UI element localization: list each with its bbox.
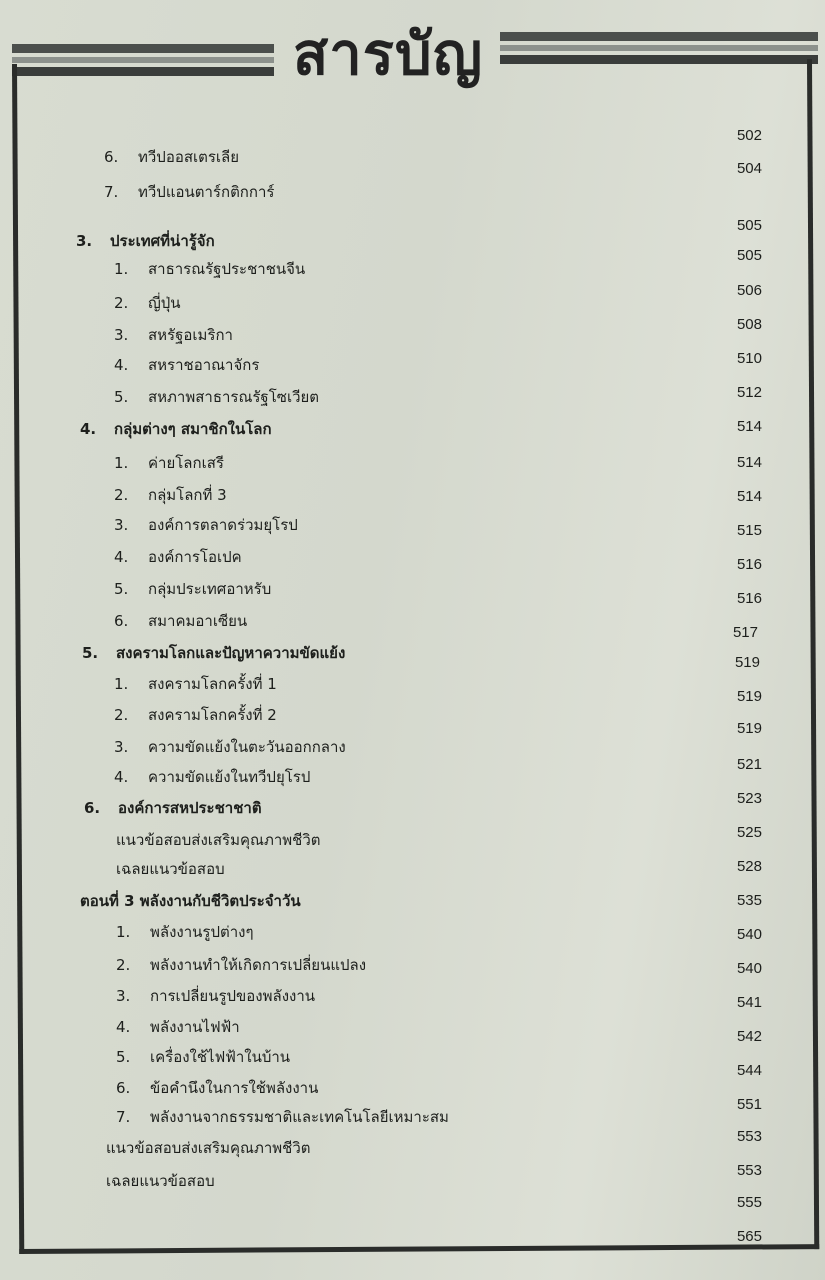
toc-entry: 7. ทวีปแอนตาร์กติกการ์ [104, 183, 275, 201]
page-number: 521 [736, 756, 762, 773]
page-number: 516 [736, 590, 762, 607]
toc-entry: 2. กลุ่มโลกที่ 3 [114, 486, 227, 504]
page-number: 515 [736, 522, 762, 539]
page-number: 505 [736, 217, 762, 234]
toc-entry: 2. พลังงานทำให้เกิดการเปลี่ยนแปลง [116, 956, 367, 974]
page-number: 544 [736, 1062, 762, 1079]
page-number: 519 [734, 654, 760, 671]
toc-entry: แนวข้อสอบส่งเสริมคุณภาพชีวิต [106, 1139, 311, 1157]
toc-entry: 2. ญี่ปุ่น [114, 294, 181, 312]
page-number: 512 [736, 384, 762, 401]
page-number: 542 [736, 1028, 762, 1045]
toc-entry: 1. ค่ายโลกเสรี [114, 454, 224, 472]
toc-entry: 6. ข้อคำนึงในการใช้พลังงาน [116, 1079, 319, 1097]
toc-entry: 4. สหราชอาณาจักร [114, 356, 260, 374]
page-number: 514 [736, 454, 762, 471]
toc-entry: 5. กลุ่มประเทศอาหรับ [114, 580, 272, 598]
page-number: 504 [736, 160, 762, 177]
page-number: 502 [736, 127, 762, 144]
page-number: 555 [736, 1194, 762, 1211]
page-number: 519 [736, 720, 762, 737]
toc-entry: 1. สาธารณรัฐประชาชนจีน [114, 260, 306, 278]
page-number: 528 [736, 858, 762, 875]
toc-entry: 3. องค์การตลาดร่วมยุโรป [114, 516, 298, 534]
toc-entry: 4. องค์การโอเปค [114, 548, 242, 566]
toc-entry: 4. พลังงานไฟฟ้า [116, 1018, 240, 1036]
toc-entry: 3. ความขัดแย้งในตะวันออกกลาง [114, 738, 346, 756]
page-number: 516 [736, 556, 762, 573]
toc-entry: 1. พลังงานรูปต่างๆ [116, 923, 254, 941]
page-number: 505 [736, 247, 762, 264]
toc-entry: 5. สหภาพสาธารณรัฐโซเวียต [114, 388, 320, 406]
page-number: 540 [736, 960, 762, 977]
toc-entry: 2. สงครามโลกครั้งที่ 2 [114, 706, 277, 724]
page-number: 506 [736, 282, 762, 299]
page-number: 508 [736, 316, 762, 333]
toc-entry: 3. สหรัฐอเมริกา [114, 326, 233, 344]
page-number: 540 [736, 926, 762, 943]
toc-entry: 3. การเปลี่ยนรูปของพลังงาน [116, 987, 316, 1005]
toc-entry: 5. เครื่องใช้ไฟฟ้าในบ้าน [116, 1048, 291, 1066]
page-number: 519 [736, 688, 762, 705]
toc-entry: 4. ความขัดแย้งในทวีปยุโรป [114, 768, 311, 786]
page-number: 551 [736, 1096, 762, 1113]
page-number: 517 [732, 624, 758, 641]
page-number: 525 [736, 824, 762, 841]
toc-entry: 1. สงครามโลกครั้งที่ 1 [114, 675, 277, 693]
page-number: 553 [736, 1128, 762, 1145]
toc-entry: เฉลยแนวข้อสอบ [106, 1172, 215, 1190]
page-number: 523 [736, 790, 762, 807]
page-number: 510 [736, 350, 762, 367]
page-number: 514 [736, 418, 762, 435]
toc-section: 3. ประเทศที่น่ารู้จัก [76, 232, 215, 250]
toc-section: 5. สงครามโลกและปัญหาความขัดแย้ง [82, 644, 346, 662]
page-number: 535 [736, 892, 762, 909]
toc-entry: เฉลยแนวข้อสอบ [116, 860, 225, 878]
toc-part: ตอนที่ 3 พลังงานกับชีวิตประจำวัน [80, 892, 301, 910]
page-number: 565 [736, 1228, 762, 1245]
page-number: 541 [736, 994, 762, 1011]
page-number: 514 [736, 488, 762, 505]
toc-entry: 6. ทวีปออสเตรเลีย [104, 148, 240, 166]
toc-entry: แนวข้อสอบส่งเสริมคุณภาพชีวิต [116, 831, 321, 849]
toc-section: 6. องค์การสหประชาชาติ [84, 799, 262, 817]
toc-entry: 7. พลังงานจากธรรมชาติและเทคโนโลยีเหมาะสม [116, 1108, 449, 1126]
page-number: 553 [736, 1162, 762, 1179]
toc-entry: 6. สมาคมอาเซียน [114, 612, 248, 630]
toc-section: 4. กลุ่มต่างๆ สมาชิกในโลก [80, 420, 272, 438]
page-title: สารบัญ [292, 20, 484, 88]
